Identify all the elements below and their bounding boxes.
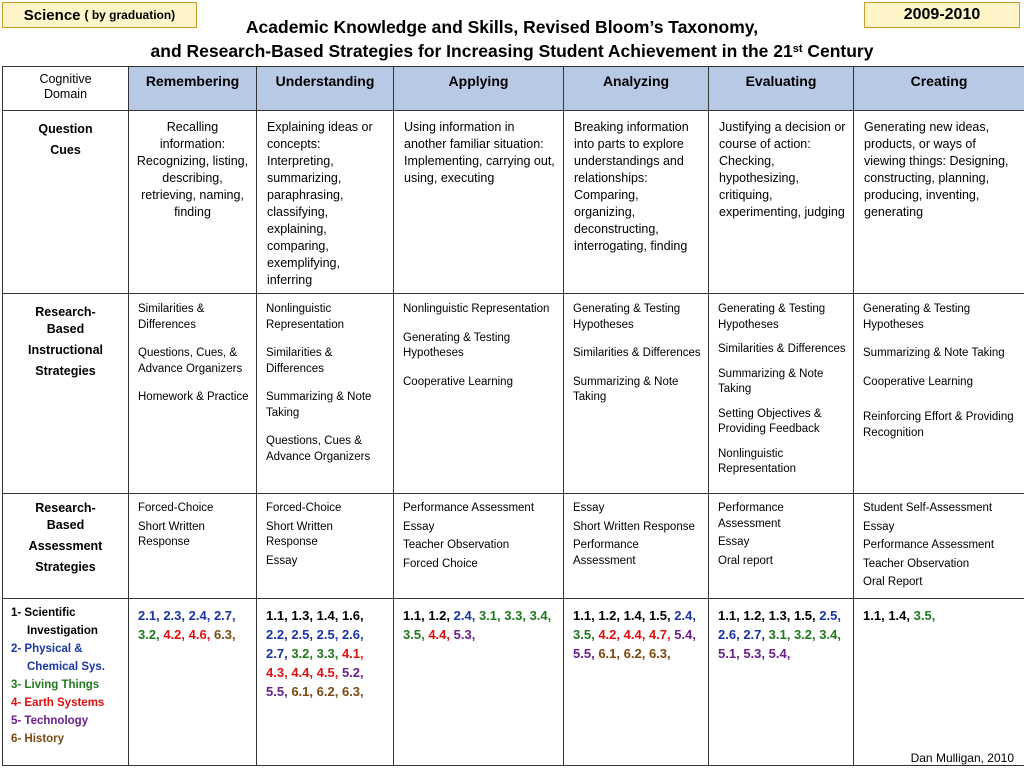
legend-item: 6- History — [11, 732, 65, 745]
standard-code: 2.7, — [213, 607, 236, 623]
legend-item: Investigation — [27, 624, 98, 637]
standard-code: 2.7, — [266, 645, 288, 661]
assessment-item: Performance Assessment — [718, 502, 784, 530]
question-cue-cell: Justifying a decision or course of action: Checking, hypothesizing, critiquing, experimenting, judging — [709, 111, 854, 294]
standard-code: 2.5, — [291, 626, 313, 642]
assessment-item: Short Written Response — [573, 520, 695, 533]
strategy-item: Similarities & Differences — [266, 347, 333, 375]
assessment-item: Performance Assessment — [863, 539, 995, 551]
strategy-item: Generating & Testing Hypotheses — [573, 303, 681, 331]
assessment-cell — [709, 494, 854, 599]
standards-cell — [854, 598, 1024, 766]
strategy-item: Summarizing & Note Taking — [718, 367, 824, 395]
standard-code: 1.1, — [573, 607, 595, 623]
standards-cell — [257, 598, 394, 766]
standard-code: 2.4, — [188, 607, 211, 623]
strategy-cell — [709, 294, 854, 494]
assessment-row — [3, 494, 1024, 599]
strategy-cell — [129, 294, 257, 494]
standard-code: 5.5, — [266, 683, 288, 699]
assessment-item: Oral report — [718, 554, 773, 567]
standard-code: 5.1, — [718, 645, 740, 661]
column-header: Analyzing — [564, 67, 709, 111]
assessment-item: Forced-Choice — [138, 502, 214, 514]
assessment-cell — [257, 494, 394, 599]
header-row — [3, 67, 1024, 111]
legend-item: Chemical Sys. — [27, 660, 105, 673]
legend-item: 1- Scientific — [11, 606, 76, 619]
standard-code: 1.4, — [888, 607, 910, 623]
assessment-item: Essay — [718, 536, 750, 548]
standard-code: 3.4, — [529, 607, 552, 623]
page-title-line-1: Academic Knowledge and Skills, Revised Bloom’s Taxonomy, — [245, 17, 759, 37]
standard-code: 2.6, — [341, 626, 364, 642]
assessment-item: Performance Assessment — [403, 502, 535, 514]
assessment-item: Essay — [266, 554, 298, 567]
legend-item: 2- Physical & — [11, 642, 83, 655]
strategy-cell — [394, 294, 564, 494]
standard-code: 1.2, — [428, 607, 450, 623]
page-title-line-2: and Research-Based Strategies for Increasing Student Achievement in the 21st Century — [150, 41, 874, 61]
standard-code: 5.3, — [453, 626, 476, 642]
standard-code: 4.3, — [266, 664, 288, 680]
assessment-item: Essay — [863, 520, 895, 533]
standard-code: 3.5, — [573, 626, 595, 642]
standard-code: 6.1, — [291, 683, 313, 699]
strategy-item: Questions, Cues, & Advance Organizers — [138, 347, 243, 375]
standard-code: 3.2, — [138, 626, 160, 642]
strategy-item: Similarities & Differences — [573, 347, 701, 359]
strategy-cell — [564, 294, 709, 494]
standard-code: 5.2, — [341, 664, 364, 680]
assessment-item: Short Written Response — [266, 520, 333, 548]
assessment-item: Teacher Observation — [403, 539, 510, 551]
legend-item: 5- Technology — [11, 714, 89, 727]
legend-item: 3- Living Things — [11, 678, 100, 691]
standard-code: 4.4, — [428, 626, 450, 642]
strategy-item: Setting Objectives & Providing Feedback — [718, 407, 822, 435]
standard-code: 4.4, — [291, 664, 313, 680]
question-cue-cell: Recalling information: Recognizing, listing, describing, retrieving, naming, finding — [129, 111, 257, 294]
standard-code: 6.2, — [623, 645, 646, 661]
standard-code: 3.3, — [316, 645, 339, 661]
strategy-item: Nonlinguistic Representation — [266, 303, 344, 331]
standard-code: 5.4, — [674, 626, 696, 642]
standard-code: 1.1, — [403, 607, 425, 623]
standard-code: 6.3, — [648, 645, 671, 661]
standard-code: 4.7, — [648, 626, 671, 642]
column-header: Evaluating — [709, 67, 854, 111]
strategy-item: Generating & Testing Hypotheses — [718, 303, 826, 331]
assessment-cell — [129, 494, 257, 599]
standard-code: 6.3, — [341, 683, 364, 699]
standard-code: 3.2, — [793, 626, 816, 642]
author-credit: Dan Mulligan, 2010 — [910, 751, 1014, 765]
standard-code: 2.2, — [266, 626, 288, 642]
row-label: Research- Based Assessment Strategies — [3, 494, 129, 599]
standard-code: 2.4, — [674, 607, 696, 623]
instructional-row — [3, 294, 1024, 494]
standards-cell — [709, 598, 854, 766]
standard-code: 1.3, — [291, 607, 313, 623]
standard-code: 1.5, — [648, 607, 671, 623]
standard-code: 5.3, — [743, 645, 765, 661]
standard-code: 1.6, — [341, 607, 364, 623]
standards-cell — [394, 598, 564, 766]
year-tag: 2009-2010 — [864, 2, 1020, 28]
strategy-cell — [257, 294, 394, 494]
standard-code: 3.1, — [768, 626, 791, 642]
assessment-item: Student Self-Assessment — [863, 502, 993, 514]
standard-code: 4.1, — [341, 645, 364, 661]
standard-code: 2.3, — [163, 607, 185, 623]
standard-code: 2.1, — [138, 607, 160, 623]
strategy-item: Nonlinguistic Representation — [718, 447, 796, 475]
standard-code: 1.2, — [598, 607, 620, 623]
standard-code: 1.4, — [316, 607, 339, 623]
standard-code: 2.7, — [743, 626, 765, 642]
standard-code: 2.5, — [819, 607, 841, 623]
strategy-item: Summarizing & Note Taking — [863, 347, 1005, 359]
standard-code: 3.3, — [504, 607, 526, 623]
standard-code: 1.5, — [793, 607, 816, 623]
strategy-item: Similarities & Differences — [718, 343, 846, 355]
standard-code: 1.3, — [768, 607, 791, 623]
question-cue-cell: Breaking information into parts to explore understandings and relationships: Comparing, organizing, deconstructing, interrogating, finding — [564, 111, 709, 294]
standard-code: 1.1, — [863, 607, 885, 623]
assessment-cell — [854, 494, 1024, 599]
strategy-item: Generating & Testing Hypotheses — [403, 331, 511, 359]
column-header: Understanding — [257, 67, 394, 111]
assessment-item: Forced-Choice — [266, 502, 342, 514]
legend-item: 4- Earth Systems — [11, 696, 105, 709]
assessment-cell — [394, 494, 564, 599]
standard-code: 3.2, — [291, 645, 313, 661]
strategy-item: Homework & Practice — [138, 391, 249, 403]
standard-code: 4.2, — [598, 626, 620, 642]
standards-legend — [3, 598, 129, 766]
taxonomy-table — [2, 66, 1024, 766]
standard-code: 4.2, — [163, 626, 185, 642]
strategy-item: Cooperative Learning — [403, 375, 513, 388]
standard-code: 6.1, — [598, 645, 620, 661]
standard-code: 5.4, — [768, 645, 791, 661]
standard-code: 1.1, — [266, 607, 288, 623]
standard-code: 1.4, — [623, 607, 646, 623]
strategy-item: Summarizing & Note Taking — [266, 391, 372, 419]
strategy-item: Generating & Testing Hypotheses — [863, 303, 971, 331]
standard-code: 3.5, — [913, 607, 936, 623]
question-cues-row — [3, 111, 1024, 294]
standard-code: 4.4, — [623, 626, 646, 642]
strategy-item: Cooperative Learning — [863, 375, 973, 388]
standards-row — [3, 598, 1024, 766]
standard-code: 2.5, — [316, 626, 339, 642]
standard-code: 2.4, — [453, 607, 476, 623]
corner-cell: Cognitive Domain — [3, 67, 129, 111]
standard-code: 3.4, — [819, 626, 841, 642]
standard-code: 3.1, — [478, 607, 501, 623]
row-label: Question Cues — [3, 111, 129, 294]
assessment-item: Forced Choice — [403, 557, 478, 570]
subject-tag-note: ( by graduation) — [84, 8, 176, 22]
strategy-item: Questions, Cues & Advance Organizers — [266, 435, 371, 463]
standard-code: 1.2, — [743, 607, 765, 623]
column-header: Applying — [394, 67, 564, 111]
standards-cell — [564, 598, 709, 766]
strategy-item: Summarizing & Note Taking — [573, 375, 679, 403]
standard-code: 4.6, — [188, 626, 211, 642]
question-cue-cell: Generating new ideas, products, or ways of viewing things: Designing, constructing, planning, producing, inventing, generating — [854, 111, 1024, 294]
standard-code: 5.5, — [573, 645, 595, 661]
question-cue-cell: Using information in another familiar situation: Implementing, carrying out, using, executing — [394, 111, 564, 294]
standard-code: 2.6, — [718, 626, 740, 642]
row-label: Research- Based Instructional Strategies — [3, 294, 129, 494]
standards-cell — [129, 598, 257, 766]
standard-code: 6.3, — [213, 626, 236, 642]
column-header: Remembering — [129, 67, 257, 111]
subject-tag-label: Science — [23, 6, 81, 24]
assessment-item: Essay — [403, 520, 435, 533]
strategy-item: Nonlinguistic Representation — [403, 303, 550, 315]
assessment-cell — [564, 494, 709, 599]
assessment-item: Performance Assessment — [573, 539, 639, 567]
standard-code: 1.1, — [718, 607, 740, 623]
question-cue-cell: Explaining ideas or concepts: Interpreting, summarizing, paraphrasing, classifying, explaining, comparing, exemplifying, inferring — [257, 111, 394, 294]
strategy-item: Reinforcing Effort & Providing Recognition — [863, 411, 1014, 439]
assessment-item: Short Written Response — [138, 520, 205, 548]
assessment-item: Teacher Observation — [863, 557, 970, 570]
standard-code: 3.5, — [403, 626, 425, 642]
standard-code: 4.5, — [316, 664, 339, 680]
standard-code: 6.2, — [316, 683, 339, 699]
assessment-item: Oral Report — [863, 576, 923, 588]
assessment-item: Essay — [573, 502, 605, 514]
column-header: Creating — [854, 67, 1024, 111]
strategy-item: Similarities & Differences — [138, 303, 205, 331]
strategy-cell — [854, 294, 1024, 494]
